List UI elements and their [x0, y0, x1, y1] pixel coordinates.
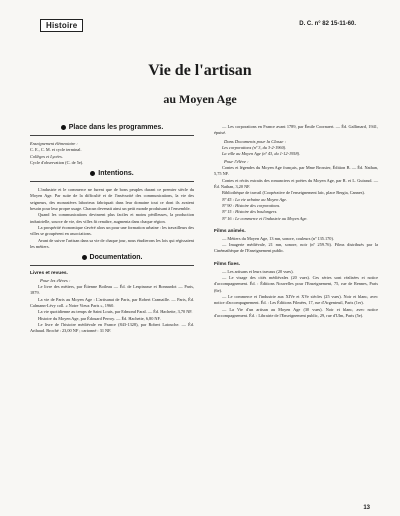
page-title: Vie de l'artisan [148, 62, 252, 79]
pupil-entry: Contes et légendes du Moyen Age français, par Mme Brossier, Édition B. — Éd. Nathan, 5,75 NF. [214, 165, 378, 177]
programme-line: Collèges et Lycées. [30, 153, 63, 159]
docs-heading: Dans Documents pour la Classe : [224, 138, 287, 144]
pupil-entry: Nº 16 : Le commerce et l'industrie au Moyen Age. [222, 215, 308, 221]
section-heading-documentation: Documentation. [30, 254, 194, 261]
audience-heading: Pour les élèves : [40, 278, 71, 284]
film-entry: — Imagerie médiévale, 21 mn, sonore, noir (nº 259.76). Films distribués par la Cinémathèque de l'Enseignement public. [214, 242, 378, 254]
bibliography-entry: Histoire du Moyen Age, par Édouard Perroy. — Éd. Hachette, 6,80 NF. [38, 315, 161, 321]
bullet-icon [61, 125, 66, 130]
issue-reference: D. C. n° 82 15-11-60. [299, 21, 356, 27]
subsection-heading-livres: Livres et revues. [30, 271, 68, 277]
filmstrip-entry: — Le commerce et l'industrie aux XIVe et XVe siècles (25 vues). Noir et blanc, avec notice d'accompagnement. Éd. : Les Éditions Filmées, 17, rue d'Argenteuil, Paris (1er). [214, 293, 378, 306]
intentions-paragraph: Quand les communications devinrent plus faciles et moins périlleuses, la production industrielle, source de vie, des villes fit renaître, augmenta dans chaque région. [30, 212, 194, 224]
pupil-entry: Nº 90 : Histoire des corporations. [222, 202, 281, 208]
docs-entry: Les corporations (nº 3, du 3-2-1960). [222, 144, 287, 150]
filmstrip-entry: — Le visage des cités médiévales (20 vues). Ces séries sont réalisées et notice d'accompagnement. Éd. : Éditions Nouvelles pour l'Enseignement, 75, rue de Rennes, Paris (6e). [214, 275, 378, 293]
pupil-entry: Nº 15 : Histoire des boulangers. [222, 209, 278, 215]
bibliography-entry: — Les corporations en France avant 1789, par Émile Coornaert. — Éd. Gallimard, 1941, épuisé. [214, 124, 378, 136]
divider [30, 181, 194, 182]
subsection-heading-films-animes: Films animés. [214, 228, 246, 234]
filmstrip-entry: — La Vie d'un artisan au Moyen Age (30 vues). Noir et blanc, avec notice d'accompagnement. Éd. : Librairie de l'Enseignement public, 29, rue d'Ulm, Paris (5e). [214, 306, 378, 318]
bullet-icon [90, 171, 95, 176]
pupil-entry: Nº 45 : La vie urbaine au Moyen Age. [222, 196, 288, 202]
intentions-paragraph: Avant de suivre l'artisan dans sa vie de chaque jour, nous étudierons les lois qui régissaient les métiers. [30, 237, 194, 249]
section-heading-intentions: Intentions. [30, 170, 194, 177]
docs-entry: La ville au Moyen Age (nº 43, du 1-12-1958). [222, 150, 301, 156]
pupil-entry: Bibliothèque de travail (Coopérative de l'enseignement laïc, place Bergia, Cannes). [222, 190, 365, 196]
intentions-paragraph: La prospérité économique s'avéré alors un pour une formation urbaine : les travailleurs des villes se groupèrent en associations. [30, 224, 195, 237]
bibliography-entry: La vie quotidienne au temps de Saint Louis, par Edmond Faral. — Éd. Hachette, 3,70 NF. [38, 309, 193, 315]
programme-line: Enseignement élémentaire : [30, 141, 78, 146]
divider [30, 265, 194, 266]
intentions-paragraph: L'industrie et le commerce ne furent que de bons peuples durant ce premier siècle du Moyen Age. Par suite de la difficulté et de l'insécurité des communications, la vie des seigneurs, des monastères laborieux fabriquait dans leur domaine tout ce dont ils avaient besoin pour leur propre usage. Chacun devenait ainsi un petit monde produisant à l'ensemble. [30, 187, 194, 212]
bibliography-entry: Le livre des métiers, par Étienne Boileau — Éd. de Lespinasse et Bonnardot — Paris, 1879. [30, 284, 194, 296]
section-heading-programmes: Place dans les programmes. [30, 124, 194, 131]
pupil-entry: Contes et récits extraits des romanciers et poètes du Moyen Age, par R. et L. Guiraud. — Éd. Nathan, 3,20 NF. [214, 177, 378, 190]
page-subtitle: au Moyen Age [163, 92, 237, 106]
programme-line: Cycle d'observation (C. de 5e). [30, 159, 84, 165]
film-entry: — Métiers du Moyen Age, 13 mn, sonore, couleurs (nº 135.170). [222, 235, 334, 241]
page-number: 13 [363, 505, 370, 511]
bibliography-entry: La vie de Paris au Moyen Age : L'artisanat de Paris, par Robert Cramaille. — Paris, Éd. Calmann-Lévy coll. « Notre Vieux Paris », 1960. [30, 296, 194, 309]
right-column [214, 124, 378, 319]
section-tag: Histoire [40, 19, 83, 32]
programme-line: C. E., C. M. et cycle terminal. [30, 147, 82, 153]
pupil-heading: Pour l'élève : [224, 159, 249, 165]
subsection-heading-films-fixes: Films fixes. [214, 261, 241, 267]
filmstrip-entry: — Les artisans et leurs travaux (20 vues). [222, 268, 294, 274]
bullet-icon [82, 255, 87, 260]
bibliography-entry: Le livre de l'histoire médiévale en France (843-1328), par Robert Latouche. — Éd. Arthaud. Broché : 23,00 NF ; cartonné : 31 NF. [30, 321, 194, 334]
left-column [30, 124, 194, 335]
divider [30, 135, 194, 136]
